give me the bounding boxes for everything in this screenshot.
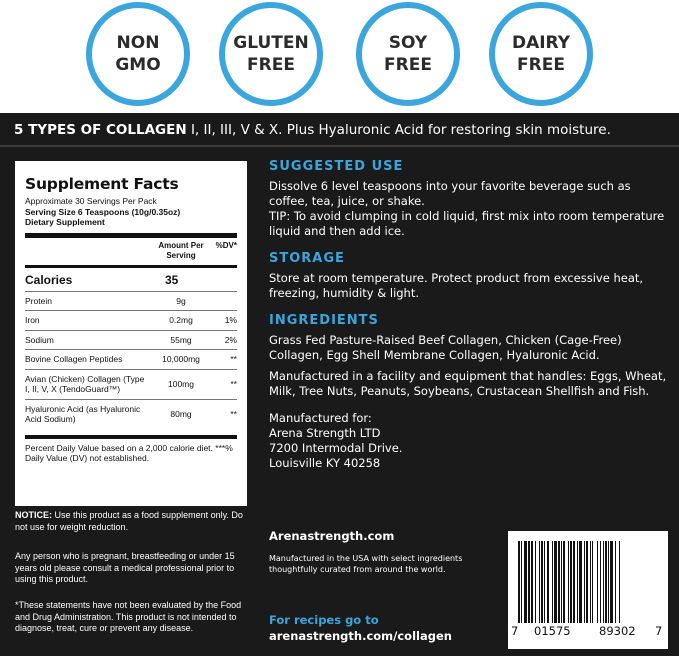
- facts-footnote: Percent Daily Value based on a 2,000 calorie diet. ***% Daily Value (DV) not established.: [25, 435, 237, 464]
- nutrient-dv: **: [230, 354, 237, 364]
- suggested-use-tip: TIP: To avoid clumping in cold liquid, first mix into room temperature liquid and then add ice.: [269, 209, 665, 238]
- barcode-last-digit: 7: [655, 624, 663, 638]
- nutrient-amount: 9g: [176, 295, 186, 306]
- barcode-left-digits: 01575: [534, 624, 571, 638]
- supplement-type: Dietary Supplement: [25, 217, 105, 227]
- dv-header: %DV*: [215, 240, 237, 250]
- barcode-bars: [518, 541, 658, 623]
- nutrient-dv: **: [230, 408, 237, 419]
- facts-row: [25, 291, 237, 311]
- facts-header: [25, 238, 237, 265]
- badge-soy-free: [356, 2, 460, 106]
- nutrient-name: Sodium: [25, 334, 54, 345]
- facts-row: [25, 399, 237, 429]
- fda-disclaimer: *These statements have not been evaluated by the Food and Drug Administration. This product is not intended to diagnose, treat, cure or prevent any disease.: [15, 600, 242, 633]
- servings-per-pack: Approximate 30 Servings Per Pack: [25, 196, 157, 206]
- nutrient-amount: 100mg: [168, 378, 194, 389]
- serving-size: Serving Size 6 Teaspoons (10g/0.35oz): [25, 206, 181, 217]
- badge-line: FREE: [517, 55, 565, 75]
- manufacturer-street: 7200 Intermodal Drive.: [269, 441, 403, 455]
- website-link[interactable]: Arenastrength.com: [269, 529, 395, 543]
- label-panel: [0, 113, 679, 656]
- manufacturer-city: Louisville KY 40258: [269, 456, 381, 470]
- ingredients-body: Grass Fed Pasture-Raised Beef Collagen, Chicken (Cage-Free) Collagen, Egg Shell Membrane Collagen, Hyaluronic Acid.: [269, 333, 622, 362]
- suggested-use-title: SUGGESTED USE: [269, 159, 404, 174]
- recipes-link[interactable]: arenastrength.com/collagen: [269, 629, 452, 643]
- facts-row: [25, 330, 237, 350]
- nutrient-name: Bovine Collagen Peptides: [25, 354, 123, 364]
- nutrient-dv: 1%: [224, 315, 237, 325]
- nutrient-dv: **: [230, 378, 237, 389]
- barcode: [508, 531, 668, 649]
- amount-header: Amount Per Serving: [158, 240, 204, 260]
- calories-label: Calories: [25, 272, 73, 287]
- pregnancy-warning: Any person who is pregnant, breastfeeding or under 15 years old please consult a medical professional prior to using this product.: [15, 551, 235, 584]
- badge-row: [0, 0, 679, 110]
- facts-title: Supplement Facts: [25, 175, 179, 193]
- facts-row: [25, 369, 237, 399]
- manufacturer-block: [269, 411, 669, 471]
- headline: [14, 122, 611, 138]
- manufacturer-name: Arena Strength LTD: [269, 426, 381, 440]
- storage-body: Store at room temperature. Protect product from excessive heat, freezing, humidity & light.: [269, 271, 644, 300]
- nutrient-amount: 55mg: [170, 334, 192, 345]
- badge-line: DAIRY: [511, 33, 571, 53]
- barcode-right-digits: 89302: [599, 624, 636, 638]
- suggested-use-body: Dissolve 6 level teaspoons into your favorite beverage such as coffee, tea, juice, or shake.: [269, 179, 631, 208]
- notice-label: NOTICE:: [15, 510, 52, 520]
- allergen-statement: Manufactured in a facility and equipment that handles: Eggs, Wheat, Milk, Tree Nuts, Peanuts, Soybeans, Crustacean Shellfish and Fish.: [269, 369, 667, 398]
- headline-rest: I, II, III, V & X. Plus Hyaluronic Acid for restoring skin moisture.: [186, 122, 611, 138]
- badge-line: GMO: [115, 55, 161, 75]
- barcode-stripe: [619, 541, 620, 623]
- badge-line: FREE: [247, 55, 295, 75]
- storage-title: STORAGE: [269, 251, 345, 266]
- badge-line: SOY: [388, 33, 428, 53]
- barcode-first-digit: 7: [511, 624, 519, 638]
- badge-non-gmo: [86, 2, 190, 106]
- badge-line: FREE: [384, 55, 432, 75]
- facts-row: [25, 349, 237, 369]
- badge-gluten-free: [219, 2, 323, 106]
- nutrient-dv: 2%: [224, 334, 237, 345]
- facts-row: [25, 310, 237, 330]
- made-in-usa: Manufactured in the USA with select ingredients thoughtfully curated from around the world.: [269, 554, 463, 574]
- ingredients-title: INGREDIENTS: [269, 313, 379, 328]
- notice: [15, 510, 255, 533]
- nutrient-name: Iron: [25, 315, 40, 325]
- notice-text: Use this product as a food supplement only. Do not use for weight reduction.: [15, 510, 243, 532]
- info-column: [269, 159, 669, 471]
- nutrient-dv: [215, 296, 237, 307]
- badge-line: GLUTEN: [233, 33, 309, 53]
- badge-line: NON: [116, 33, 160, 53]
- calories-row: [25, 268, 237, 291]
- calories-value: 35: [165, 272, 179, 287]
- badge-dairy-free: [489, 2, 593, 106]
- barcode-digits: [508, 624, 668, 646]
- facts-meta: [25, 196, 237, 228]
- headline-bold: 5 TYPES OF COLLAGEN: [14, 122, 187, 138]
- divider: [0, 145, 679, 147]
- nutrient-amount: 80mg: [170, 408, 192, 419]
- nutrient-amount: 0.2mg: [169, 315, 193, 325]
- nutrient-name: Avian (Chicken) Collagen (Type I, II, V, X (TendoGuard™): [25, 373, 145, 394]
- supplement-facts: [15, 161, 247, 506]
- nutrient-name: Protein: [25, 295, 52, 306]
- recipes-label: For recipes go to: [269, 613, 379, 627]
- nutrient-name: Hyaluronic Acid (as Hyaluronic Acid Sodium): [25, 403, 141, 424]
- manufacturer-label: Manufactured for:: [269, 411, 372, 425]
- nutrient-amount: 10,000mg: [162, 354, 200, 364]
